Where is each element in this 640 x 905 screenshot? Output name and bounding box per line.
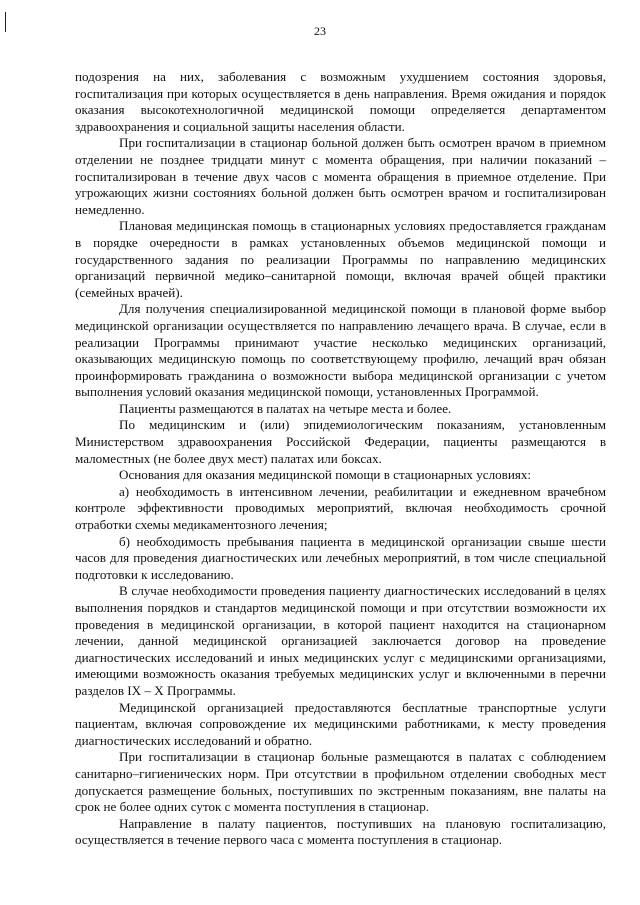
document-body xyxy=(75,69,606,849)
paragraph-12: При госпитализации в стационар больные размещаются в палатах с соблюдением санитарно–гигиенических норм. При отсутствии в профильном отделении свободных мест допускается размещение больных, поступивших по экстренным показаниям, вне палаты на срок не более одних суток с момента поступления в стационар. xyxy=(75,749,606,815)
paragraph-1: подозрения на них, заболевания с возможным ухудшением состояния здоровья, госпитализация при которых осуществляется в день направления. Время ожидания и порядок оказания высокотехнологичной медицинской помощи определяется департаментом здравоохранения и социальной защиты населения области. xyxy=(75,69,606,134)
paragraph-3: Плановая медицинская помощь в стационарных условиях предоставляется гражданам в порядке очередности в рамках установленных объемов медицинской помощи и государственного задания по реализации Программы по направлению медицинских организаций первичной медико–санитарной помощи, включая врачей общей практики (семейных врачей). xyxy=(75,218,606,300)
paragraph-13: Направление в палату пациентов, поступивших на плановую госпитализацию, осуществляется в течение первого часа с момента поступления в стационар. xyxy=(75,815,606,848)
paragraph-7: Основания для оказания медицинской помощи в стационарных условиях: xyxy=(119,467,532,483)
list-item-a: а) необходимость в интенсивном лечении, реабилитации и ежедневном врачебном контроле эффективности проводимых мероприятий, включая необходимость срочной отработки схемы медикаментозного лечения; xyxy=(75,483,606,533)
list-item-b: б) необходимость пребывания пациента в медицинской организации свыше шести часов для проведения диагностических или лечебных мероприятий, в том числе специальной подготовки к исследованию. xyxy=(75,533,606,582)
paragraph-10: В случае необходимости проведения пациенту диагностических исследований в целях выполнения порядков и стандартов медицинской помощи и при отсутствии возможности их проведения в медицинской организации, в которой пациент находится на стационарном лечении, данной медицинской организацией заключается договор на проведение диагностических исследований и иных медицинских услуг с медицинскими организациями, имеющими возможность оказания требуемых медицинских услуг и включенными в перечни разделов IX – X Программы. xyxy=(75,583,606,698)
paragraph-11: Медицинской организацией предоставляются бесплатные транспортные услуги пациентам, включая сопровождение их медицинскими работниками, к месту проведения диагностических исследований и обратно. xyxy=(75,699,606,748)
page-number: 23 xyxy=(314,24,326,38)
paragraph-2: При госпитализации в стационар больной должен быть осмотрен врачом в приемном отделении не позднее тридцати минут с момента обращения, при наличии показаний – госпитализирован в течение двух часов с момента обращения в приемное отделение. При угрожающих жизни состояниях больной должен быть осмотрен врачом и госпитализирован немедленно. xyxy=(75,135,606,217)
paragraph-5: Пациенты размещаются в палатах на четыре места и более. xyxy=(119,400,452,416)
paragraph-6: По медицинским и (или) эпидемиологическим показаниям, установленным Министерством здравоохранения Российской Федерации, пациенты размещаются в маломестных (не более двух мест) палатах или боксах. xyxy=(75,417,606,466)
paragraph-4: Для получения специализированной медицинской помощи в плановой форме выбор медицинской организации осуществляется по направлению лечащего врача. В случае, если в реализации Программы принимают участие несколько медицинских организаций, оказывающих медицинскую помощь по соответствующему профилю, лечащий врач обязан проинформировать гражданина о возможности выбора медицинской организации с учетом выполнения условий оказания медицинской помощи, установленных Программой. xyxy=(75,301,606,400)
